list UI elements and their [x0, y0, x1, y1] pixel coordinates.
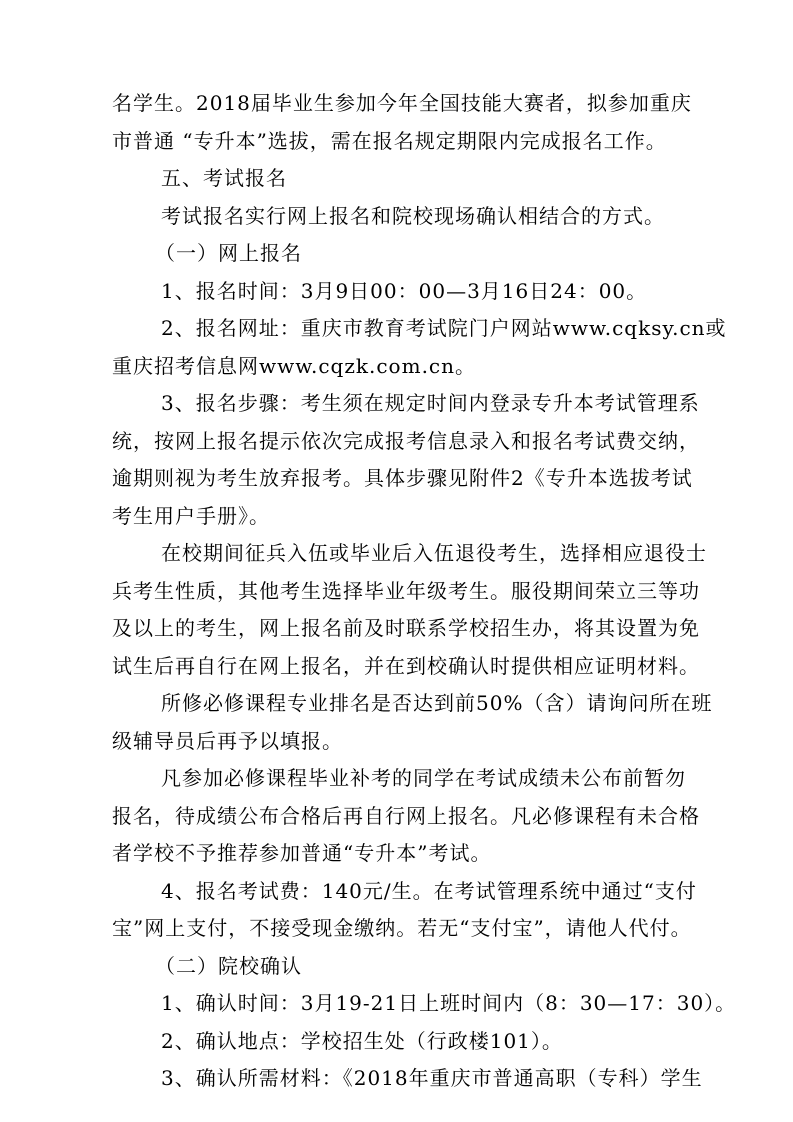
- text-line: 统，按网上报名提示依次完成报考信息录入和报名考试费交纳，: [112, 429, 700, 453]
- text-line: 4、报名考试费：140元/生。在考试管理系统中通过“支付: [161, 879, 697, 903]
- text-line: 3、确认所需材料：《2018年重庆市普通高职（专科）学生: [161, 1066, 703, 1090]
- text-line: 1、确认时间：3月19-21日上班时间内（8：30—17：30）。: [161, 991, 737, 1015]
- text-line: 名学生。2018届毕业生参加今年全国技能大赛者，拟参加重庆: [112, 91, 692, 115]
- text-line: 所修必修课程专业排名是否达到前50%（含）请询问所在班: [161, 691, 713, 715]
- text-line: 考试报名实行网上报名和院校现场确认相结合的方式。: [161, 204, 665, 228]
- subsection-heading: （二）院校确认: [155, 954, 302, 978]
- text-line: 兵考生性质，其他考生选择毕业年级考生。服役期间荣立三等功: [112, 579, 700, 603]
- text-line: 及以上的考生，网上报名前及时联系学校招生办，将其设置为免: [112, 616, 700, 640]
- text-line: 重庆招考信息网www.cqzk.com.cn。: [112, 354, 477, 378]
- text-line: 1、报名时间：3月9日00：00—3月16日24：00。: [161, 279, 648, 303]
- text-line: 级辅导员后再予以填报。: [112, 729, 343, 753]
- text-line: 3、报名步骤：考生须在规定时间内登录专升本考试管理系: [161, 391, 700, 415]
- text-line: 凡参加必修课程毕业补考的同学在考试成绩未公布前暂勿: [161, 766, 686, 790]
- text-line: 2、报名网址：重庆市教育考试院门户网站www.cqksy.cn或: [161, 316, 727, 340]
- text-line: 在校期间征兵入伍或毕业后入伍退役考生，选择相应退役士: [161, 541, 707, 565]
- subsection-heading: （一）网上报名: [155, 241, 302, 265]
- section-heading: 五、考试报名: [161, 166, 287, 190]
- text-line: 市普通 “专升本”选拔，需在报名规定期限内完成报名工作。: [112, 129, 667, 153]
- text-line: 2、确认地点：学校招生处（行政楼101）。: [161, 1029, 563, 1053]
- text-line: 者学校不予推荐参加普通“专升本”考试。: [112, 841, 492, 865]
- text-line: 考生用户手册》。: [112, 504, 270, 528]
- text-line: 报名，待成绩公布合格后再自行网上报名。凡必修课程有未合格: [112, 804, 700, 828]
- text-line: 逾期则视为考生放弃报考。具体步骤见附件2《专升本选拔考试: [112, 466, 693, 490]
- text-line: 试生后再自行在网上报名，并在到校确认时提供相应证明材料。: [112, 654, 700, 678]
- text-line: 宝”网上支付，不接受现金缴纳。若无“支付宝”，请他人代付。: [112, 916, 692, 940]
